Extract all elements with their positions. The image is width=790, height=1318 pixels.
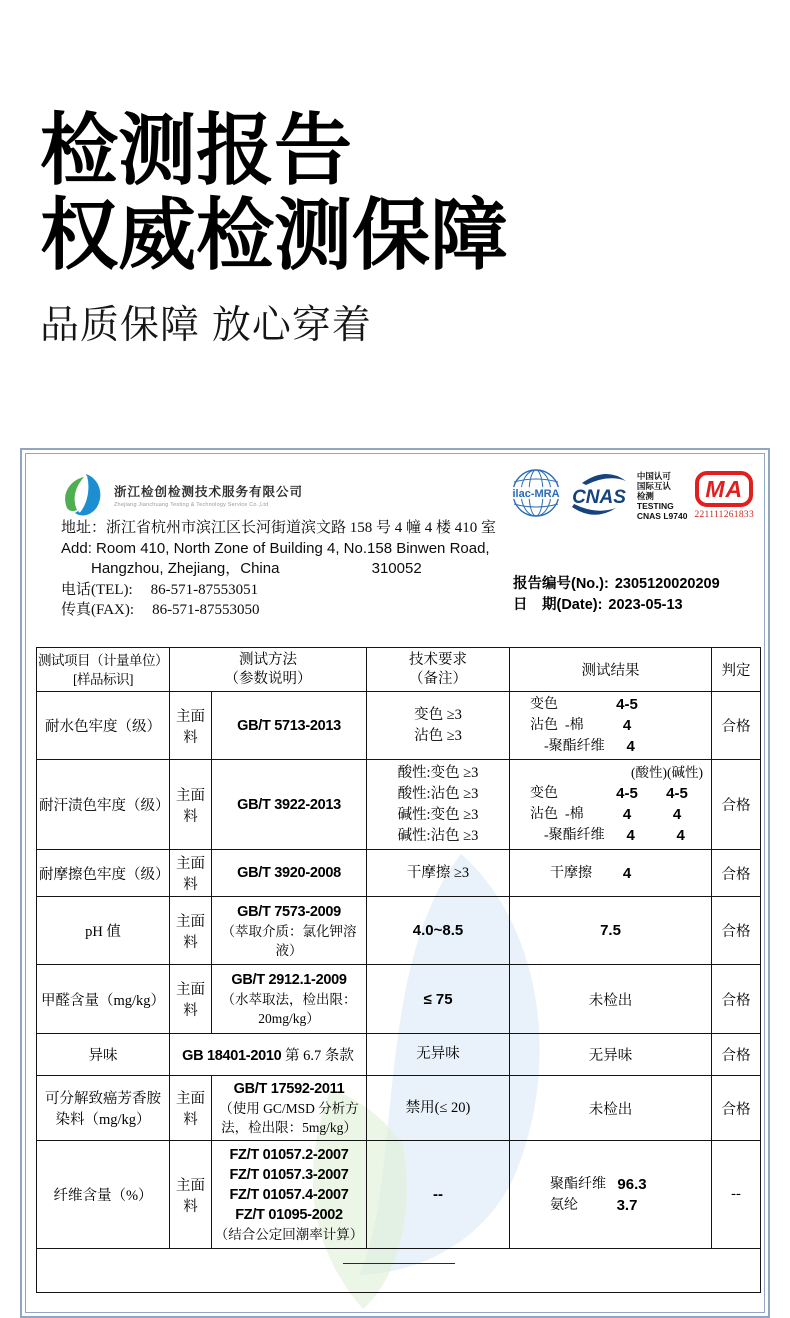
result-cell: (酸性)(碱性) 变色 4-5 4-5 沾色 -棉 4 4 -聚酯纤维 4 4	[510, 760, 712, 850]
tel-line	[61, 580, 496, 601]
sample-cell: 主面料	[170, 965, 212, 1034]
acc-line: 中国认可	[636, 471, 671, 481]
acc-line: 国际互认	[636, 481, 671, 491]
tel-value: 86-571-87553051	[150, 581, 259, 598]
method-cell: GB/T 2912.1-2009 （水萃取法，检出限： 20mg/kg）	[212, 965, 367, 1034]
sample-cell: 主面料	[170, 897, 212, 965]
header-verdict: 判定	[712, 648, 761, 692]
sample-cell: 主面料	[170, 760, 212, 850]
contact-block	[61, 518, 496, 621]
test-item-cell: 异味	[37, 1034, 170, 1076]
acc-line: TESTING	[636, 501, 674, 511]
cma-number: 221111261833	[694, 510, 754, 520]
table-header-row	[37, 648, 761, 692]
sample-cell: 主面料	[170, 1076, 212, 1141]
header-tech-requirement: 技术要求 （备注）	[367, 648, 510, 692]
address-zip: 310052	[371, 560, 422, 577]
result-cell: 7.5	[510, 897, 712, 965]
fax-line	[61, 600, 496, 621]
tech-cell: 禁用(≤ 20)	[367, 1076, 510, 1141]
table-row	[37, 965, 761, 1034]
verdict-cell: 合格	[712, 692, 761, 760]
test-item-cell: pH 值	[37, 897, 170, 965]
method-cell: GB/T 3922-2013	[212, 760, 367, 850]
result-cell: 干摩擦 4	[510, 850, 712, 897]
sample-cell: 主面料	[170, 1141, 212, 1249]
report-no-label: 报告编号(No.):	[513, 576, 609, 592]
ilac-globe-icon	[511, 468, 561, 518]
test-item-cell: 可分解致癌芳香胺染料（mg/kg）	[37, 1076, 170, 1141]
table-row	[37, 1076, 761, 1141]
hero-section	[40, 108, 508, 350]
sample-cell: 主面料	[170, 850, 212, 897]
test-item-cell: 耐水色牢度（级）	[37, 692, 170, 760]
report-date-label: 日 期(Date):	[513, 597, 603, 613]
result-sub-header: (酸性)(碱性)	[631, 765, 703, 780]
address-en-line1: Add: Room 410, North Zone of Building 4, No.158 Binwen Road,	[61, 539, 490, 557]
fax-value: 86-571-87553050	[152, 602, 260, 618]
test-item-cell: 甲醛含量（mg/kg）	[37, 965, 170, 1034]
sample-cell: 主面料	[170, 692, 212, 760]
end-of-data-line	[343, 1263, 455, 1264]
header-test-item: 测试项目（计量单位） [样品标识]	[37, 648, 170, 692]
company-name-en: Zhejiang Jianchuang Testing & Technology Service Co.,Ltd	[114, 502, 269, 508]
method-cell: GB/T 7573-2009 （萃取介质：氯化钾溶 液）	[212, 897, 367, 965]
cnas-swoosh-icon	[568, 470, 630, 518]
report-date-line	[513, 595, 720, 616]
acc-line: CNAS L9740	[636, 511, 688, 521]
address-city: Hangzhou, Zhejiang，China	[91, 560, 280, 577]
address-cn: 地址：浙江省杭州市滨江区长河街道滨文路 158 号 4 幢 4 楼 410 室	[61, 520, 497, 536]
svg-text:CNAS: CNAS	[571, 487, 626, 508]
table-row	[37, 1034, 761, 1076]
method-cell: GB/T 3920-2008	[212, 850, 367, 897]
company-name-cn: 浙江检创检测技术服务有限公司	[114, 485, 304, 499]
certification-logos	[511, 468, 754, 521]
test-results-table	[36, 647, 761, 1293]
header-test-method: 测试方法 （参数说明）	[170, 648, 367, 692]
table-row	[37, 897, 761, 965]
verdict-cell: 合格	[712, 1076, 761, 1141]
verdict-cell: 合格	[712, 850, 761, 897]
fax-label: 传真(FAX):	[61, 602, 135, 618]
verdict-cell: 合格	[712, 897, 761, 965]
company-names	[114, 482, 303, 508]
tech-cell: 变色 ≥3 沾色 ≥3	[367, 692, 510, 760]
result-cell: 未检出	[510, 965, 712, 1034]
cma-mark-icon	[695, 471, 753, 507]
report-no-line	[513, 574, 720, 595]
report-date-value: 2023-05-13	[608, 597, 683, 613]
result-cell: 聚酯纤维 96.3 氨纶 3.7	[510, 1141, 712, 1249]
document-inner-border	[25, 453, 765, 1313]
test-item-cell: 耐摩擦色牢度（级）	[37, 850, 170, 897]
result-cell: 变色 4-5 沾色 -棉 4 -聚酯纤维 4	[510, 692, 712, 760]
test-report-document	[20, 448, 770, 1318]
cma-letters: MA	[705, 475, 744, 502]
tech-cell: ≤ 75	[367, 965, 510, 1034]
cma-logo	[694, 471, 754, 520]
company-leaf-logo-icon	[56, 472, 106, 518]
method-cell: FZ/T 01057.2-2007 FZ/T 01057.3-2007 FZ/T 01057.4-2007 FZ/T 01095-2002 （结合公定回潮率计算）	[212, 1141, 367, 1249]
tech-cell: 4.0~8.5	[367, 897, 510, 965]
report-info	[513, 574, 720, 616]
accreditation-text	[637, 471, 688, 521]
page-title-line2: 权威检测保障	[40, 191, 509, 279]
tel-label: 电话(TEL):	[61, 581, 133, 598]
verdict-cell: 合格	[712, 760, 761, 850]
address-en-line2	[61, 559, 496, 580]
method-cell-merged: GB 18401-2010 第 6.7 条款	[170, 1034, 367, 1076]
method-cell: GB/T 5713-2013	[212, 692, 367, 760]
verdict-cell: 合格	[712, 1034, 761, 1076]
acc-line: 检测	[636, 491, 654, 501]
tech-cell: 干摩擦 ≥3	[367, 850, 510, 897]
method-cell: GB/T 17592-2011 （使用 GC/MSD 分析方 法，检出限：5mg/kg）	[212, 1076, 367, 1141]
page-subtitle: 品质保障 放心穿着	[40, 304, 372, 347]
end-of-data-cell	[37, 1249, 761, 1293]
page-title-line1: 检测报告	[40, 106, 353, 194]
report-no-value: 2305120020209	[614, 576, 720, 592]
company-brand	[56, 472, 303, 518]
verdict-cell: --	[712, 1141, 761, 1249]
tech-cell: --	[367, 1141, 510, 1249]
result-cell: 无异味	[510, 1034, 712, 1076]
table-row	[37, 1141, 761, 1249]
tech-cell: 无异味	[367, 1034, 510, 1076]
table-row	[37, 1249, 761, 1293]
ilac-mra-logo	[511, 468, 561, 518]
svg-text:ilac-MRA: ilac-MRA	[512, 488, 560, 500]
table-row	[37, 760, 761, 850]
tech-cell: 酸性:变色 ≥3 酸性:沾色 ≥3 碱性:变色 ≥3 碱性:沾色 ≥3	[367, 760, 510, 850]
header-test-result: 测试结果	[510, 648, 712, 692]
test-item-cell: 纤维含量（%）	[37, 1141, 170, 1249]
result-cell: 未检出	[510, 1076, 712, 1141]
document-header	[56, 466, 754, 521]
verdict-cell: 合格	[712, 965, 761, 1034]
table-row	[37, 692, 761, 760]
test-item-cell: 耐汗渍色牢度（级）	[37, 760, 170, 850]
cnas-logo	[568, 470, 630, 518]
table-row	[37, 850, 761, 897]
